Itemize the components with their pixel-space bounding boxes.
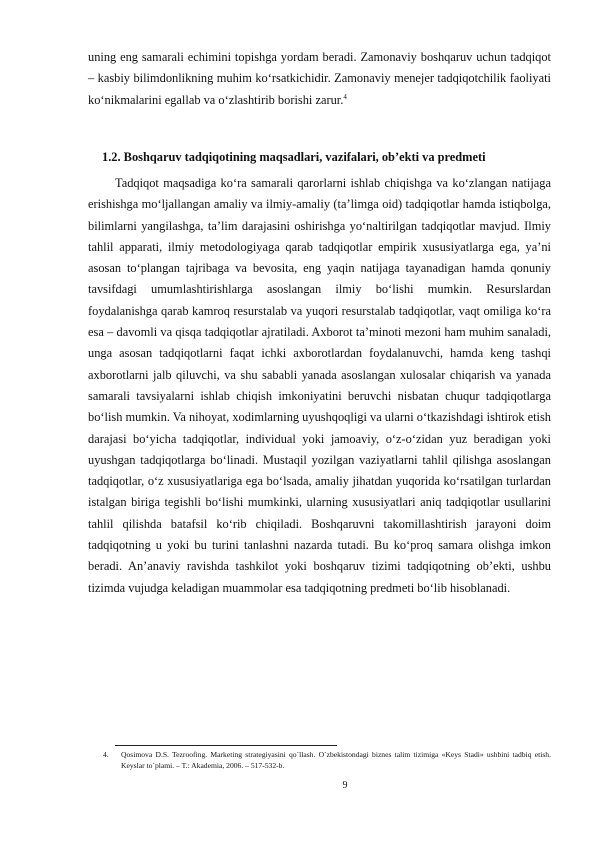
page-number: 9 (342, 780, 348, 791)
footnote-text: Qosimova D.S. Tezroofing. Marketing strategiyasini qo`llash. O`zbekistondagi biznes talim tizimiga «Keys Stadi» ushbini tadbiq etish. Keyslar to`plami. – T.: Akademia, 2006. – 517-532-b. (121, 750, 551, 770)
footnote-number: 4. (103, 750, 109, 759)
intro-paragraph (88, 47, 551, 111)
footnote (103, 749, 551, 771)
body-paragraph: Tadqiqot maqsadiga ko‘ra samarali qarorlarni ishlab chiqishga va ko‘zlangan natijaga erishishga mo‘ljallangan amaliy va ilmiy-amaliy (ta’limga oid) tadqiqotlar hamda istiqbolga, bilimlarni yangilashga, ta’lim darajasini oshirishga yo‘naltirilgan tadqiqotlar mavjud. Ilmiy tahlil apparati, ilmiy metodologiyaga qarab tadqiqotlar empirik xususiyatlarga ega, ya’ni asosan to‘plangan tajribaga va bevosita, eng yaqin natijaga tayanadigan hamda qonuniy tavsifdagi umumlashtirishlarga asoslangan ilmiy bo‘lishi mumkin. Resurslardan foydalanishga qarab kamroq resurstalab va yuqori resurstalab tadqiqotlar, vaqt omiliga ko‘ra esa – davomli va qisqa tadqiqotlar ajratiladi. Axborot ta’minoti mezoni ham muhim sanaladi, unga asosan tadqiqotlarni faqat ichki axborotlardan foydalanuvchi, hamda keng tashqi axborotlarni jalb qiluvchi, va shu sababli yanada asoslangan xulosalar chiqarish va yanada samarali tavsiyalarni ishlab chiqish imkoniyatini beruvchi nisbatan chuqur tadqiqotlarga bo‘lish mumkin. Va nihoyat, xodimlarning uyushqoqligi va ularni o‘tkazishdagi ishtirok etish darajasi bo‘yicha tadqiqotlar, individual yoki jamoaviy, o‘z-o‘zidan yuz beradigan yoki uyushgan tadqiqotlarga bo‘linadi. Mustaqil yozilgan vaziyatlarni tahlil qilishga asoslangan tadqiqotlar, o‘z xususiyatlariga ega bo‘lsada, amaliy jihatdan yuqorida ko‘rsatilgan turlardan istalgan biriga tegishli bo‘lishi mumkinki, ularning xususiyatlari aniq tadqiqotlar usullarini tahlil qilishda batafsil ko‘rib chiqiladi. Boshqaruvni takomillashtirish jarayoni doim tadqiqotning u yoki bu turini tanlashni nazarda tutadi. Bu ko‘proq samara olishga imkon beradi. An’anaviy ravishda tashkilot yoki boshqaruv tizimi tadqiqotning ob’ekti, ushbu tizimda vujudga keladigan muammolar esa tadqiqotning predmeti bo‘lib hisoblanadi. (88, 176, 551, 595)
footnote-reference[interactable]: 4 (343, 92, 347, 101)
footnote-separator (115, 745, 337, 746)
section-heading: 1.2. Boshqaruv tadqiqotining maqsadlari, vazifalari, ob’ekti va predmeti (102, 150, 486, 164)
intro-paragraph-block (88, 47, 551, 111)
body-paragraph-block (88, 173, 551, 599)
intro-paragraph-text: uning eng samarali echimini topishga yordam beradi. Zamonaviy boshqaruv uchun tadqiqot – kasbiy bilimdonlikning muhim ko‘rsatkichidir. Zamonaviy menejer tadqiqotchilik faoliyati ko‘nikmalarini egallab va o‘zlashtirib borishi zarur. (88, 50, 551, 107)
